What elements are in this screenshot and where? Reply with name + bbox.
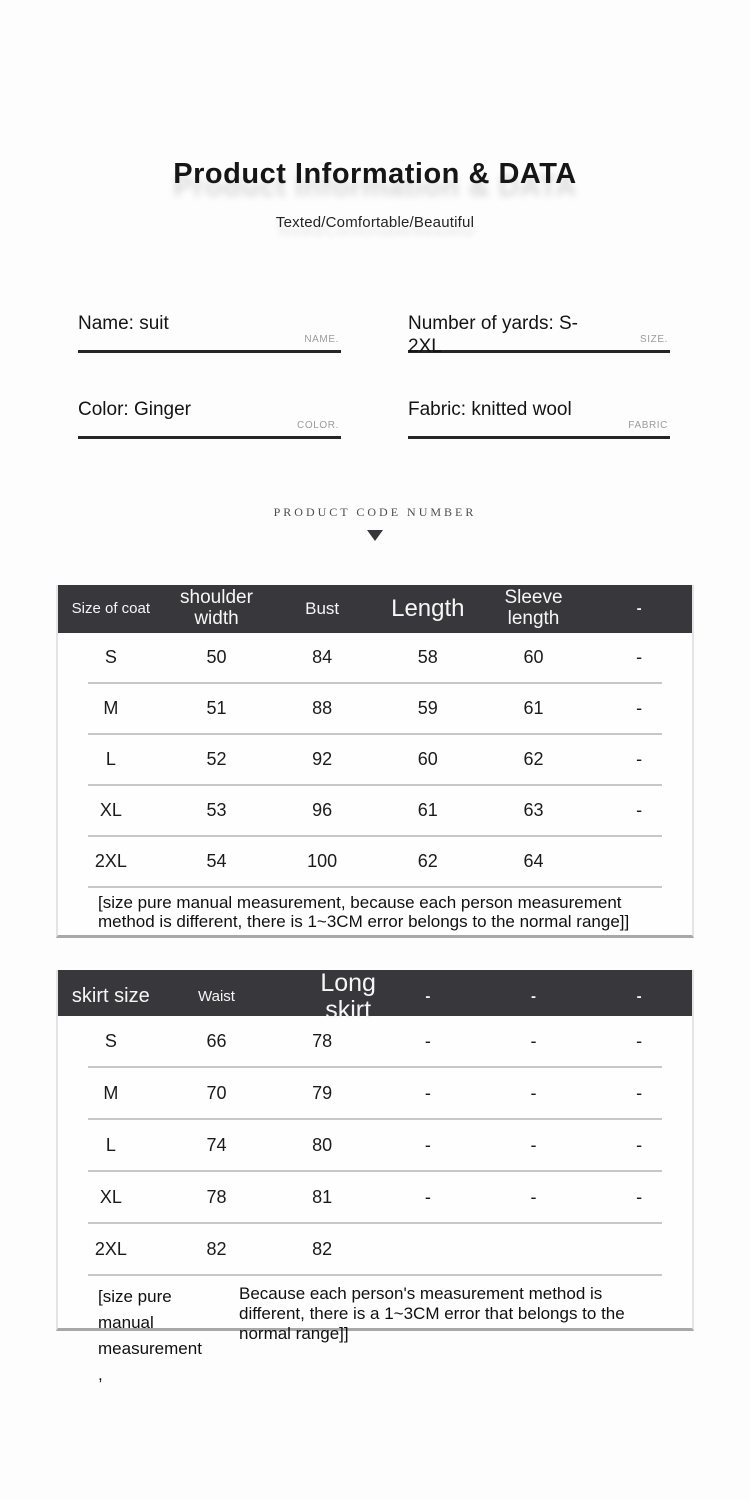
header-cell: Waist xyxy=(198,987,235,1005)
size-tag: SIZE. xyxy=(639,334,668,345)
page-subtitle: Texted/Comfortable/Beautiful xyxy=(275,214,475,231)
cell: - xyxy=(636,1082,643,1103)
cell: 92 xyxy=(312,749,333,769)
cell: XL xyxy=(99,800,122,820)
cell: 80 xyxy=(312,1134,333,1155)
cell: - xyxy=(636,647,643,667)
cell: XL xyxy=(99,1186,122,1207)
cell: 60 xyxy=(523,647,544,667)
cell: 64 xyxy=(523,851,544,871)
cell: 74 xyxy=(206,1134,227,1155)
cell: - xyxy=(530,1082,537,1103)
table-row xyxy=(58,786,692,835)
cell: 54 xyxy=(206,851,227,871)
fabric-tag: FABRIC xyxy=(628,420,668,431)
cell: 61 xyxy=(417,800,438,820)
cell: - xyxy=(636,1134,643,1155)
cell: 96 xyxy=(312,800,333,820)
note-left: [size pure manual measurement , xyxy=(98,1287,202,1384)
measurement-note: [size pure manual measurement, because each person measurement method is different, there is 1~3CM error belongs to the normal range]] xyxy=(98,893,630,931)
header-cell: - xyxy=(636,599,642,617)
cell: 82 xyxy=(312,1238,333,1259)
cell: 81 xyxy=(312,1186,333,1207)
cell: - xyxy=(636,1030,643,1051)
fabric-value: Fabric: knitted wool xyxy=(408,399,572,420)
cell: 82 xyxy=(206,1238,227,1259)
size-value: Number of yards: S-2XL xyxy=(408,313,578,357)
skirt-table-header xyxy=(58,969,692,1024)
table-row xyxy=(58,1224,692,1274)
cell: 51 xyxy=(206,698,227,718)
size-field xyxy=(408,312,670,357)
table-row xyxy=(58,735,692,784)
product-fields xyxy=(78,312,670,439)
header-cell: - xyxy=(636,987,642,1005)
header-cell: Sleeve length xyxy=(504,587,563,629)
cell: - xyxy=(530,1030,537,1051)
cell: - xyxy=(636,698,643,718)
color-field xyxy=(78,398,341,439)
cell: 63 xyxy=(523,800,544,820)
cell: 58 xyxy=(417,647,438,667)
cell: 84 xyxy=(312,647,333,667)
header-cell: skirt size xyxy=(71,985,150,1008)
cell: 78 xyxy=(206,1186,227,1207)
name-field xyxy=(78,312,341,353)
color-value: Color: Ginger xyxy=(78,399,191,420)
cell: 53 xyxy=(206,800,227,820)
name-value: Name: suit xyxy=(78,313,169,334)
table-row xyxy=(58,1172,692,1222)
cell: 60 xyxy=(417,749,438,769)
cell: 62 xyxy=(523,749,544,769)
product-code-label: PRODUCT CODE NUMBER xyxy=(273,505,477,519)
cell: S xyxy=(104,1030,117,1051)
cell: 100 xyxy=(307,851,338,871)
cell: 59 xyxy=(417,698,438,718)
cell: - xyxy=(424,1082,431,1103)
name-tag: NAME. xyxy=(304,334,339,345)
cell: 50 xyxy=(206,647,227,667)
cell: L xyxy=(105,1134,116,1155)
header-cell: - xyxy=(425,987,431,1005)
header-cell: Bust xyxy=(305,598,340,618)
page-title: Product Information & DATA xyxy=(173,158,577,190)
fabric-field xyxy=(408,398,670,439)
cell: 52 xyxy=(206,749,227,769)
header-cell: Long skirt xyxy=(320,969,376,1024)
cell: - xyxy=(424,1134,431,1155)
coat-size-table xyxy=(56,585,694,938)
cell: M xyxy=(103,698,119,718)
measurement-note xyxy=(58,1276,692,1388)
cell: - xyxy=(636,1186,643,1207)
cell: - xyxy=(424,1030,431,1051)
cell: 79 xyxy=(312,1082,333,1103)
product-code-section xyxy=(0,505,750,541)
cell: - xyxy=(636,749,643,769)
skirt-size-table xyxy=(56,969,694,1384)
cell: L xyxy=(105,749,116,769)
cell: M xyxy=(103,1082,119,1103)
cell: 78 xyxy=(312,1030,333,1051)
cell: - xyxy=(530,1134,537,1155)
down-triangle-icon xyxy=(367,530,383,541)
color-tag: COLOR. xyxy=(297,420,339,431)
cell: 88 xyxy=(312,698,333,718)
coat-table-header xyxy=(58,585,692,633)
table-row xyxy=(58,837,692,886)
note-right: Because each person's measurement method is different, there is a 1~3CM error that belongs to the normal range]] xyxy=(239,1284,625,1343)
header-cell: Length xyxy=(391,595,465,623)
cell: 2XL xyxy=(94,1238,127,1259)
cell: 66 xyxy=(206,1030,227,1051)
cell: - xyxy=(424,1186,431,1207)
cell: - xyxy=(530,1186,537,1207)
header-cell: - xyxy=(530,987,536,1005)
cell: 70 xyxy=(206,1082,227,1103)
header-cell: shoulder width xyxy=(180,587,253,629)
table-row xyxy=(58,633,692,682)
table-row xyxy=(58,684,692,733)
cell: 61 xyxy=(523,698,544,718)
cell: - xyxy=(636,800,643,820)
header-cell: Size of coat xyxy=(71,599,151,617)
cell: S xyxy=(104,647,117,667)
table-row xyxy=(58,1068,692,1118)
cell: 2XL xyxy=(94,851,127,871)
cell: 62 xyxy=(417,851,438,871)
table-row xyxy=(58,1120,692,1170)
